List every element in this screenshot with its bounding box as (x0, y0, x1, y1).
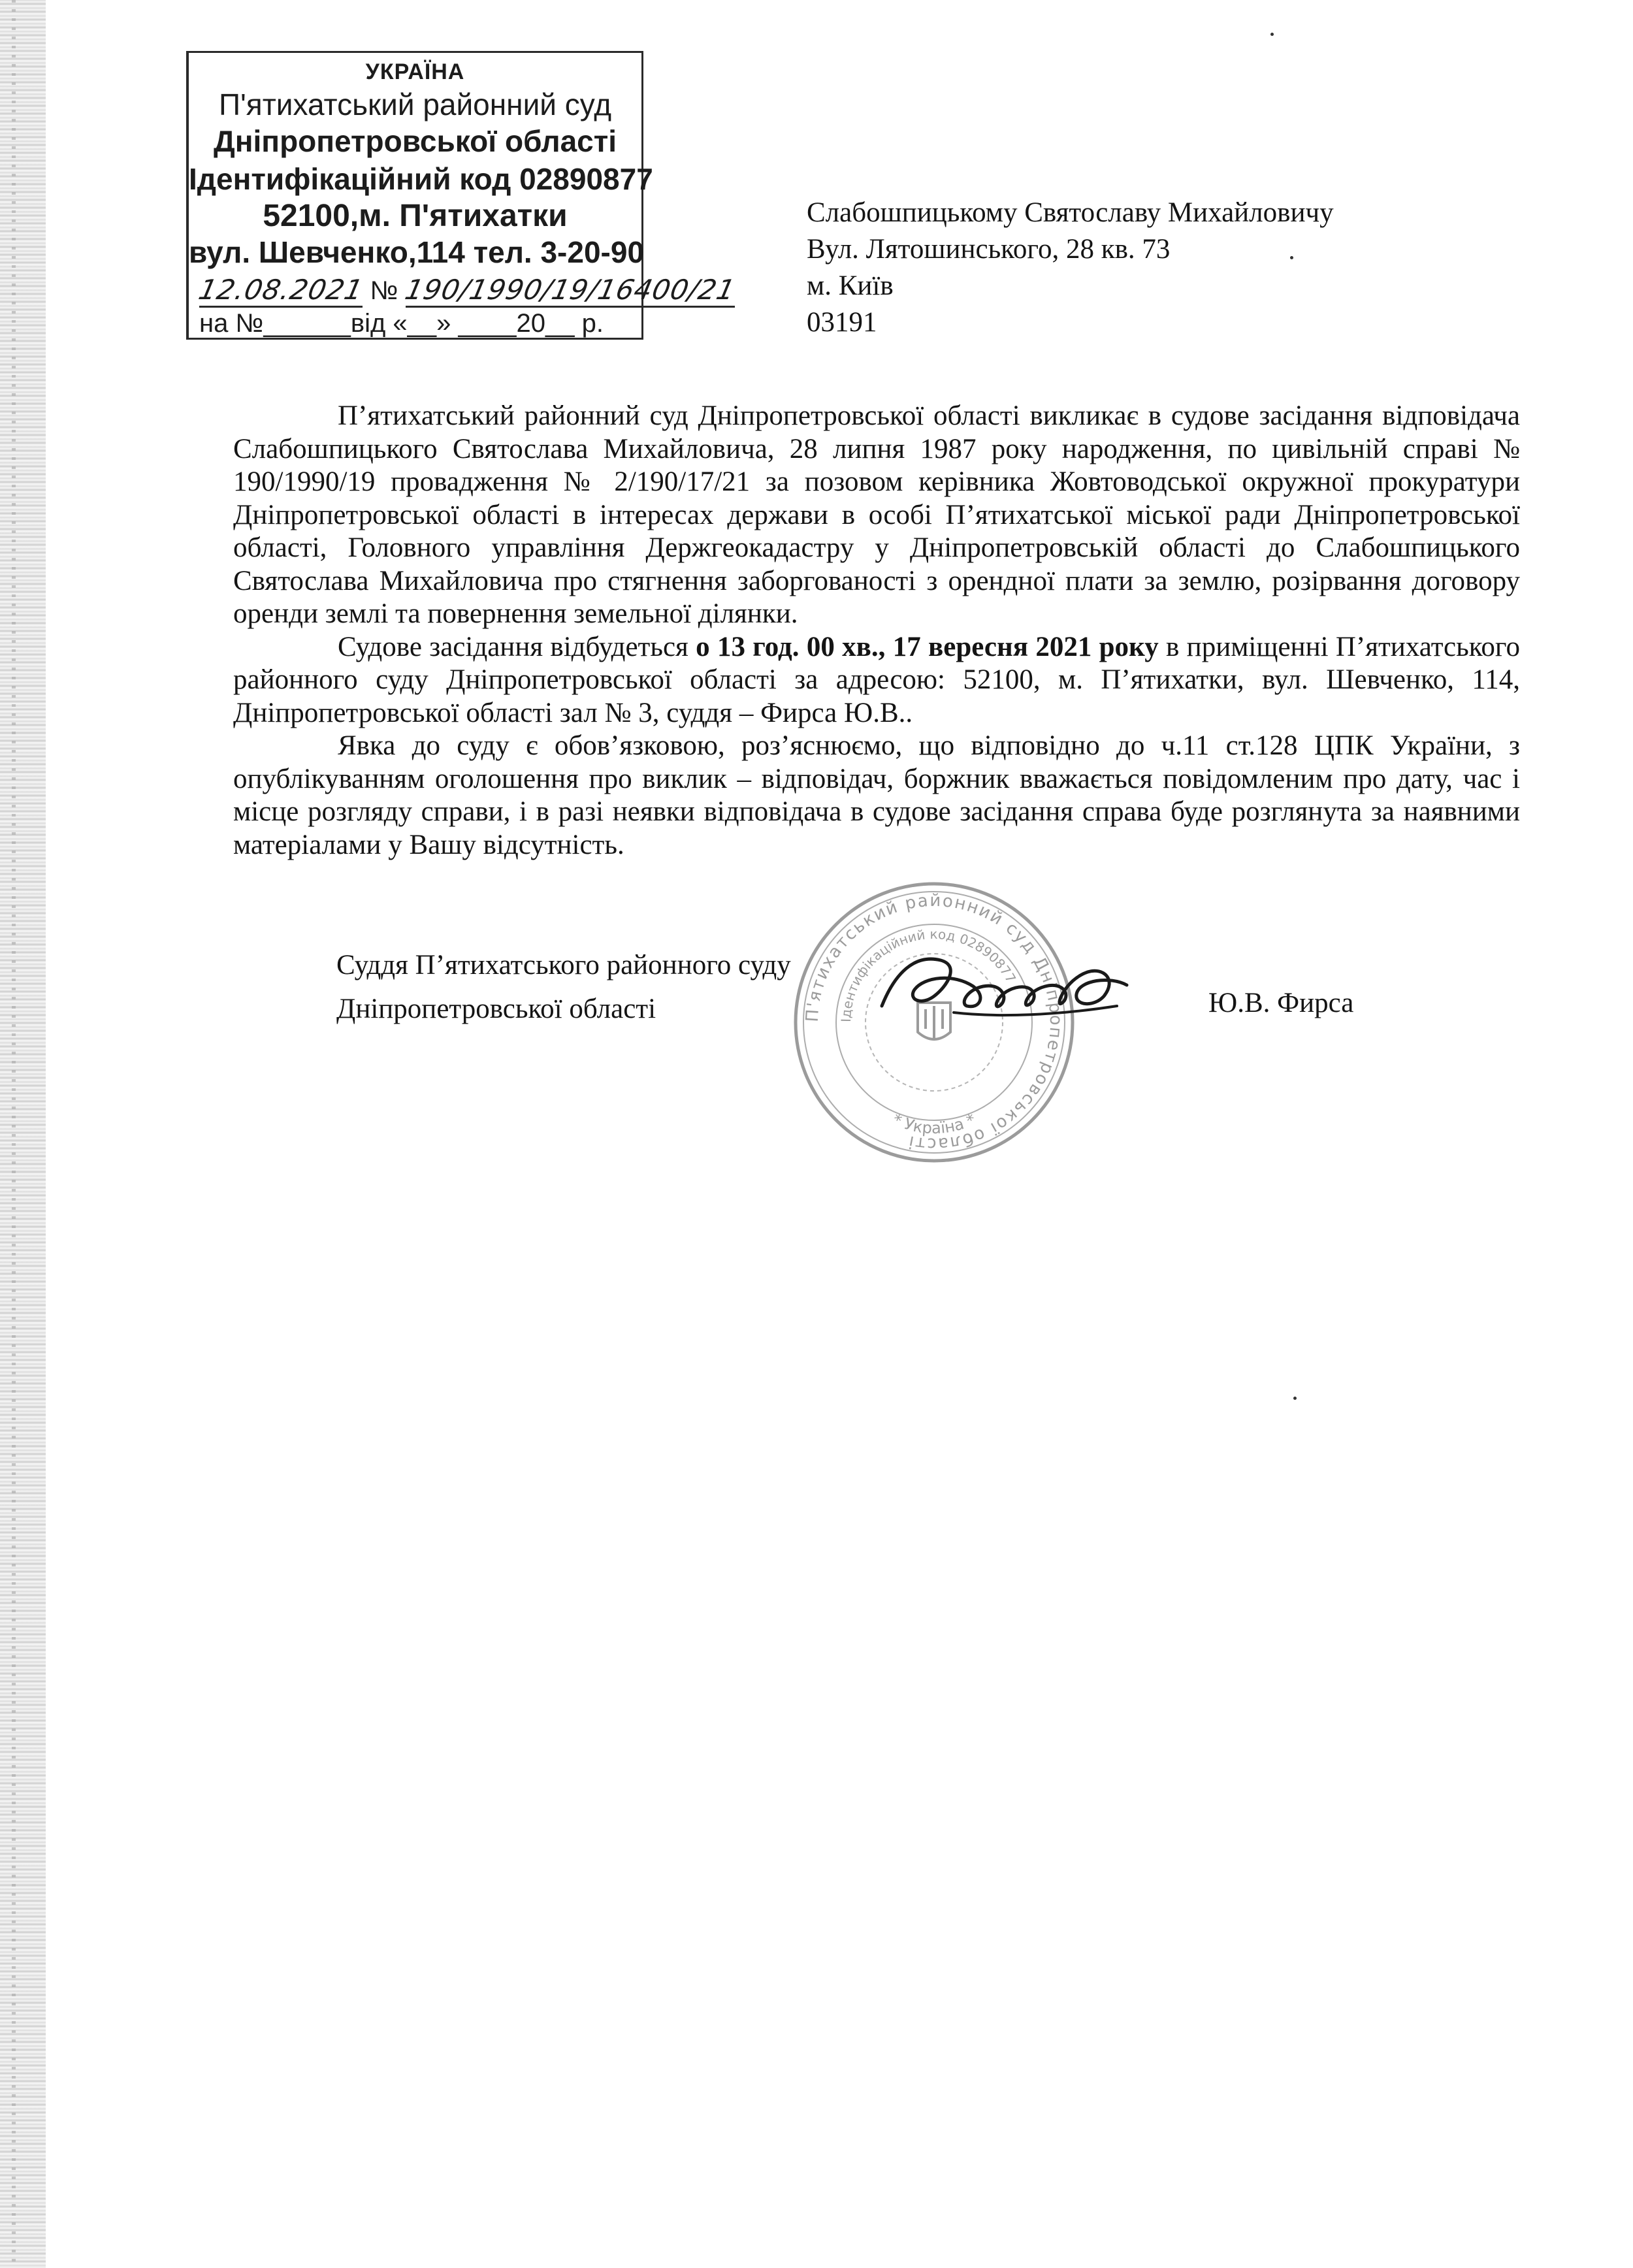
seal-outer-text: П'ятихатський районний суд Дніпропетровської області (802, 890, 1066, 1154)
addressee-name: Слабошпицькому Святославу Михайловичу (807, 197, 1334, 228)
stamp-region: Дніпропетровської області (213, 124, 617, 158)
stamp-outgoing-line (195, 274, 739, 308)
addressee-postcode: 03191 (807, 307, 877, 338)
addressee-block (807, 195, 1334, 341)
stamp-postal: 52100,м. П'ятихатки (263, 199, 568, 233)
judge-title-line2: Дніпропетровської області (336, 994, 656, 1024)
document-body (233, 400, 1520, 862)
scan-speck (1270, 33, 1274, 36)
addressee-street: Вул. Лятошинського, 28 кв. 73 (807, 234, 1171, 265)
hearing-datetime: о 13 год. 00 хв., 17 вересня 2021 року (696, 631, 1159, 662)
addressee-city: м. Київ (807, 270, 894, 301)
hearing-text-end: в приміщенні П’ятихатського районного суду Дніпропетровської області за адресою: 52100, м. П’ятихатки, вул. Шевченко, 114, Дніпропетровської області зал № 3, суддя – Фирса Ю.В.. (233, 631, 1521, 728)
stamp-court-name: П'ятихатський районний суд (218, 88, 612, 122)
registration-stamp (186, 51, 739, 340)
scan-edge-artifact (0, 0, 46, 2268)
stamp-handwritten-date: 12.08.2021 (195, 274, 366, 306)
judge-name: Ю.В. Фирса (1208, 988, 1354, 1018)
judge-signature (869, 934, 1143, 1039)
seal-bottom-text: * Україна * (890, 1110, 978, 1138)
stamp-street: вул. Шевченко,114 тел. 3-20-90 (189, 235, 645, 269)
stamp-number-label: № (370, 276, 398, 305)
stamp-reference-line: на №______від «__» ____20__ р. (199, 309, 604, 338)
hearing-paragraph (233, 631, 1520, 730)
attendance-paragraph: Явка до суду є обов’язковою, роз’яснюємо, що відповідно до ч.11 ст.128 ЦПК України, з опублікуванням оголошення про виклик – відповідач, боржник вважається повідомленим про дату, час і місце розгляду справи, і в разі неявки відповідача в судове засідання справа буде розглянута за наявними матеріалами у Вашу відсутність. (233, 730, 1520, 860)
scan-speck (1293, 1397, 1297, 1400)
seal-inner-text: Ідентифікаційний код 02890877 (837, 926, 1020, 1023)
stamp-handwritten-number: 190/1990/19/16400/21 (402, 274, 739, 306)
stamp-id-code: Ідентифікаційний код 02890877 (189, 162, 653, 196)
hearing-text-start: Судове засідання відбудеться (338, 631, 696, 662)
stamp-country: УКРАЇНА (365, 59, 465, 84)
signature-block (336, 943, 791, 1031)
summons-paragraph: П’ятихатський районний суд Дніпропетровської області викликає в судове засідання відповідача Слабошпицького Святослава Михайловича, 28 липня 1987 року народження, по цивільній справі № 190/1990/19 провадження № 2/190/17/21 за позовом керівника Жовтоводської окружної прокуратури Дніпропетровської області в інтересах держави в особі П’ятихатської міської ради Дніпропетровської області, Головного управління Держгеокадастру у Дніпропетровській області до Слабошпицького Святослава Михайловича про стягнення заборгованості з орендної плати за землю, розірвання договору оренди землі та повернення земельної ділянки. (233, 400, 1520, 629)
judge-title-line1: Суддя П’ятихатського районного суду (336, 950, 791, 980)
